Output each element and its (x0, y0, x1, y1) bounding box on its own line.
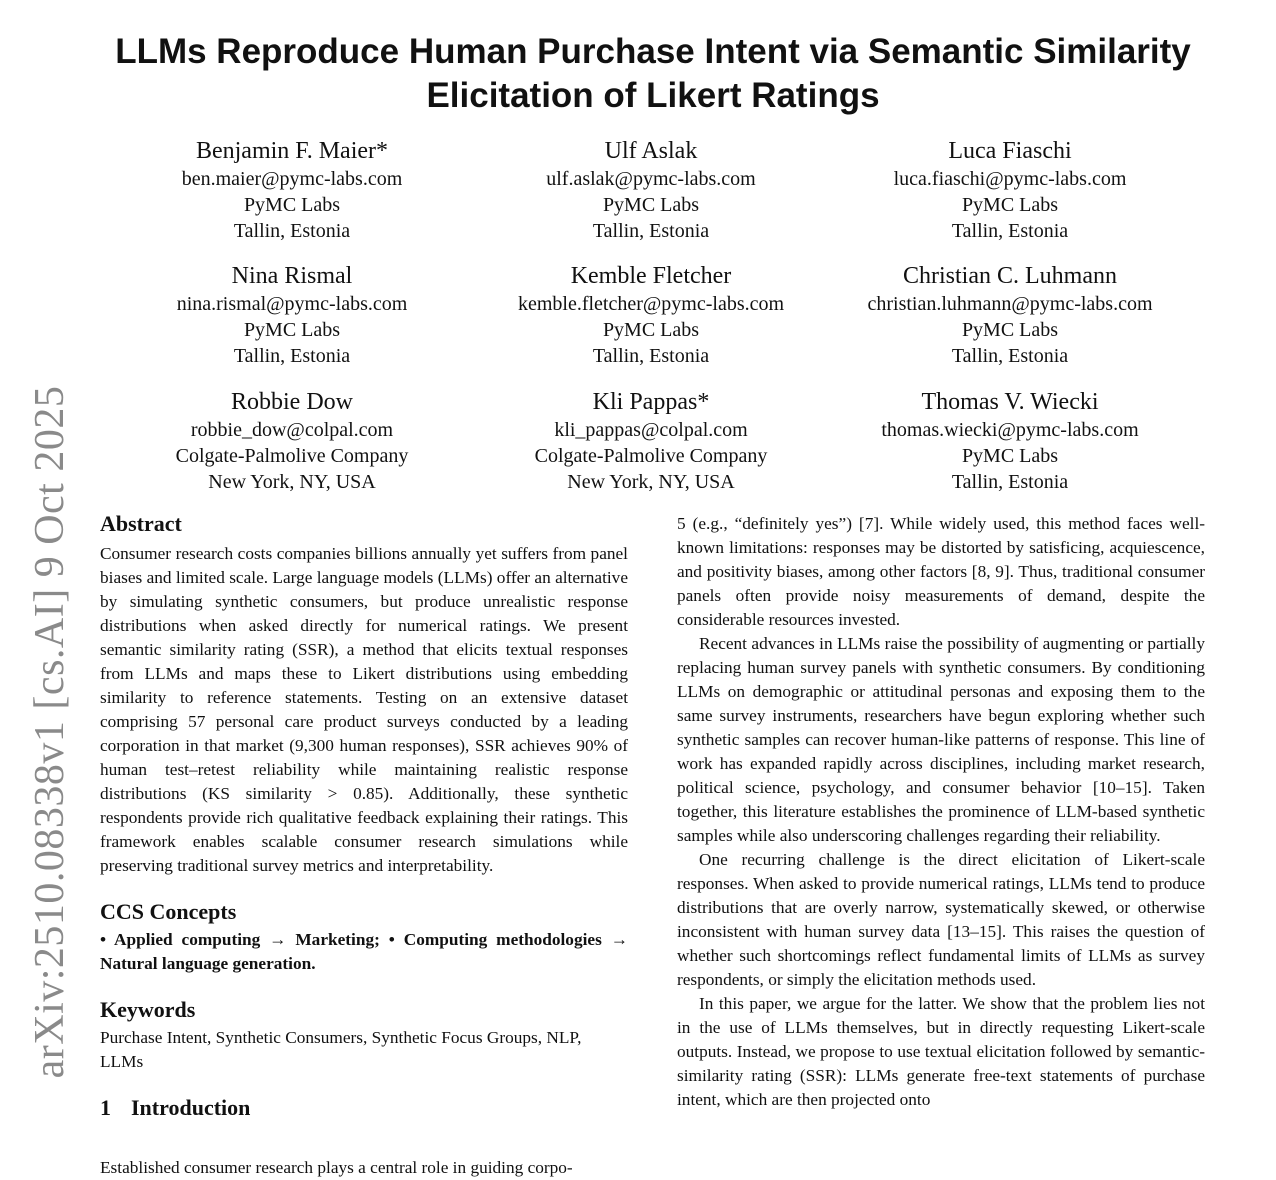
author-block (820, 388, 1200, 495)
paragraph: 5 (e.g., “definitely yes”) [7]. While widely used, this method faces well-known limitations: responses may be distorted by satisficing, acquiescence, and positivity biases, among other factors [8, 9]. Thus, traditional consumer panels often provide noisy measurements of demand, despite the considerable resources invested. (677, 514, 1205, 629)
author-email: robbie_dow@colpal.com (190, 419, 394, 441)
author-email: christian.luhmann@pymc-labs.com (867, 293, 1153, 315)
keywords-heading: Keywords (100, 997, 196, 1022)
author-name: Luca Fiaschi (948, 138, 1072, 164)
author-block (102, 262, 482, 369)
author-location: Tallin, Estonia (951, 471, 1069, 493)
author-name: Benjamin F. Maier* (195, 138, 389, 164)
introduction-heading (100, 1094, 628, 1122)
author-affiliation: PyMC Labs (961, 319, 1059, 341)
paragraph: In this paper, we argue for the latter. We show that the problem lies not in the use of LLMs themselves, but in directly requesting Likert-scale outputs. Instead, we propose to use textual elicitation followed by semantic-similarity rating (SSR): LLMs generate free-text statements of purchase intent, which are then projected onto (677, 994, 1205, 1109)
author-affiliation: PyMC Labs (243, 319, 341, 341)
abstract-text: Consumer research costs companies billions annually yet suffers from panel biases and limited scale. Large language models (LLMs) offer an alternative by simulating synthetic consumers, but produce unrealistic response distributions when asked directly for numerical ratings. We present semantic similarity rating (SSR), a method that elicits textual responses from LLMs and maps these to Likert distributions using embedding similarity to reference statements. Testing on an extensive dataset comprising 57 personal care product surveys conducted by a leading corporation in that market (9,300 human responses), SSR achieves 90% of human test–retest reliability while maintaining realistic response distributions (KS similarity > 0.85). Additionally, these synthetic respondents provide rich qualitative feedback explaining their ratings. This framework enables scalable consumer research simulations while preserving traditional survey metrics and interpretability. (100, 544, 628, 875)
author-email: ulf.aslak@pymc-labs.com (546, 168, 756, 190)
author-location: Tallin, Estonia (951, 220, 1069, 242)
paragraph: Recent advances in LLMs raise the possibility of augmenting or partially replacing human survey panels with synthetic consumers. By conditioning LLMs on demographic or attitudinal personas and exposing them to the same survey instruments, researchers have begun exploring whether such synthetic samples can recover human-like patterns of response. This line of work has expanded rapidly across disciplines, including market research, political science, psychology, and consumer behavior [10–15]. Taken together, this literature establishes the prominence of LLM-based synthetic samples while also underscoring challenges regarding their reliability. (677, 634, 1205, 845)
ccs-heading: CCS Concepts (100, 899, 237, 924)
author-affiliation: PyMC Labs (961, 194, 1059, 216)
author-affiliation: Colgate-Palmolive Company (175, 445, 409, 467)
author-name: Christian C. Luhmann (903, 263, 1117, 289)
author-location: Tallin, Estonia (233, 345, 351, 367)
section-number: 1 (100, 1095, 111, 1120)
author-affiliation: Colgate-Palmolive Company (534, 445, 768, 467)
author-name: Ulf Aslak (604, 138, 698, 164)
author-email: luca.fiaschi@pymc-labs.com (893, 168, 1127, 190)
right-column (677, 512, 1205, 1112)
keywords-text: Purchase Intent, Synthetic Consumers, Synthetic Focus Groups, NLP, LLMs (100, 1028, 582, 1071)
author-email: nina.rismal@pymc-labs.com (176, 293, 408, 315)
author-location: Tallin, Estonia (592, 220, 710, 242)
author-affiliation: PyMC Labs (602, 194, 700, 216)
author-location: Tallin, Estonia (592, 345, 710, 367)
author-email: thomas.wiecki@pymc-labs.com (881, 419, 1139, 441)
author-location: Tallin, Estonia (233, 220, 351, 242)
author-location: Tallin, Estonia (951, 345, 1069, 367)
author-affiliation: PyMC Labs (243, 194, 341, 216)
author-affiliation: PyMC Labs (961, 445, 1059, 467)
author-email: ben.maier@pymc-labs.com (181, 168, 403, 190)
arxiv-stamp: arXiv:2510.08338v1 [cs.AI] 9 Oct 2025 (27, 385, 73, 1079)
author-block (102, 388, 482, 495)
author-block (461, 262, 841, 369)
author-location: New York, NY, USA (567, 471, 735, 493)
author-email: kli_pappas@colpal.com (554, 419, 748, 441)
author-email: kemble.fletcher@pymc-labs.com (517, 293, 785, 315)
author-name: Kli Pappas* (592, 389, 710, 415)
author-location: New York, NY, USA (208, 471, 376, 493)
author-block (820, 137, 1200, 244)
left-column (100, 510, 628, 1122)
author-affiliation: PyMC Labs (602, 319, 700, 341)
paragraph: One recurring challenge is the direct elicitation of Likert-scale responses. When asked to provide numerical ratings, LLMs tend to produce distributions that are overly narrow, systematically skewed, or otherwise inconsistent with human survey data [13–15]. This raises the question of whether such shortcomings reflect fundamental limits of LLMs as survey respondents, or simply the elicitation methods used. (677, 850, 1205, 989)
author-block (102, 137, 482, 244)
abstract-heading: Abstract (100, 511, 182, 536)
author-name: Thomas V. Wiecki (921, 389, 1099, 415)
paper-title: LLMs Reproduce Human Purchase Intent via Semantic Similarity Elicitation of Likert Ratings (115, 32, 1191, 115)
section-title: Introduction (131, 1095, 251, 1120)
author-block (461, 137, 841, 244)
intro-partial-line: Established consumer research plays a central role in guiding corpo- (100, 1158, 573, 1177)
ccs-text: • Applied computing → Marketing; • Computing methodologies → Natural language generation. (100, 930, 628, 973)
author-name: Robbie Dow (231, 389, 353, 415)
author-name: Kemble Fletcher (570, 263, 732, 289)
author-block (461, 388, 841, 495)
author-name: Nina Rismal (231, 263, 353, 289)
author-block (820, 262, 1200, 369)
